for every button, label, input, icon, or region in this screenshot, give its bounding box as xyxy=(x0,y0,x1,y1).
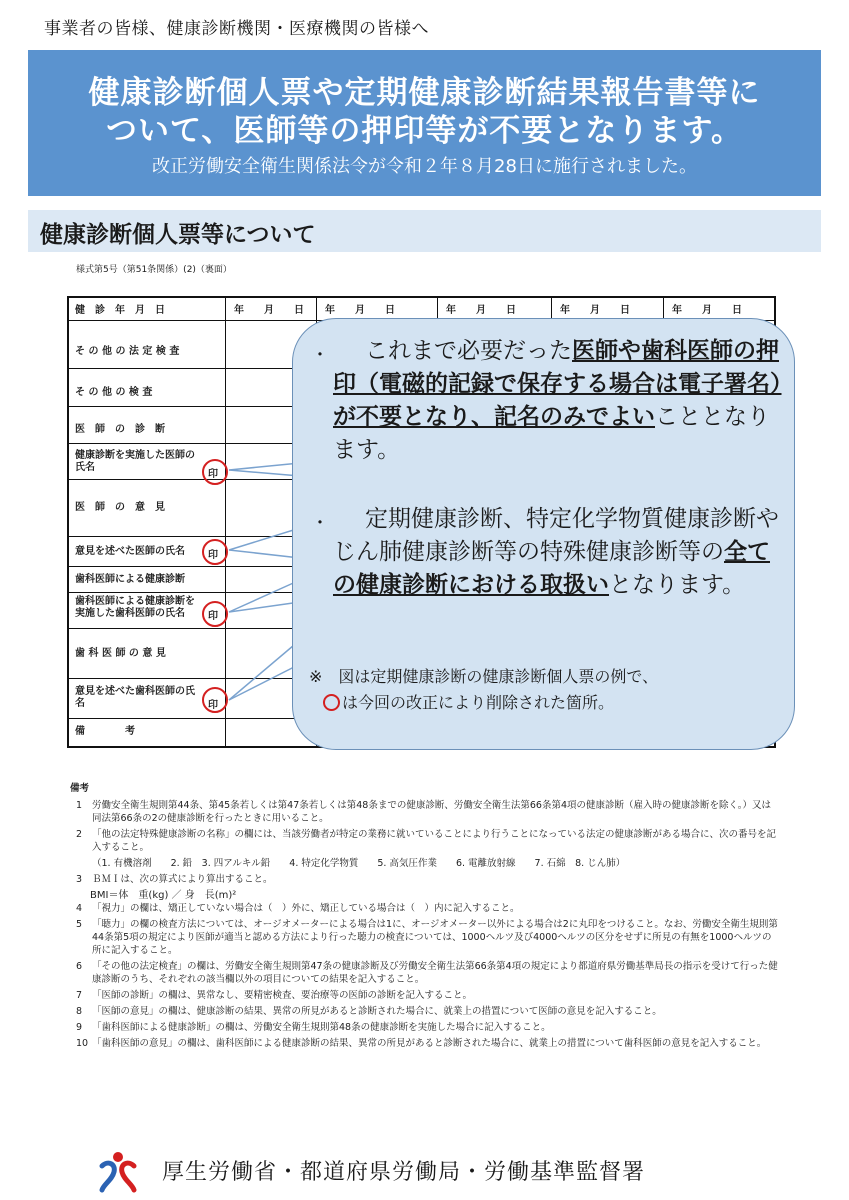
row-label: 歯科医師による健康診断を実施した歯科医師の氏名 xyxy=(75,596,195,619)
bullet-1-text: これまで必要だった xyxy=(365,338,572,364)
remark-text: （1. 有機溶剤 2. 鉛 3. 四アルキル鉛 4. 特定化学物質 5. 高気圧作業 6. 電離放射線 7. 石綿 8. じん肺） xyxy=(92,858,626,869)
addressee-line: 事業者の皆様、健康診断機関・医療機関の皆様へ xyxy=(44,19,429,39)
date-col-header: 年 月 日 xyxy=(446,305,516,316)
stamp-char: 印 xyxy=(208,611,218,622)
remark-item xyxy=(70,857,780,870)
remark-number: 1 xyxy=(76,800,83,811)
section-title: 健康診断個人票等について xyxy=(40,222,316,248)
remark-text: 「歯科医師の意見」の欄は、歯科医師による健康診断の結果、異常の所見があると診断された場合に、就業上の措置について歯科医師の意見を記入すること。 xyxy=(92,1038,767,1049)
remark-text: 「医師の意見」の欄は、健康診断の結果、異常の所見があると診断された場合に、就業上の措置について医師の意見を記入すること。 xyxy=(92,1006,662,1017)
remark-text: ＢＭＩは、次の算式により算出すること。 xyxy=(92,874,273,885)
banner-title-2: ついて、医師等の押印等が不要となります。 xyxy=(106,113,743,149)
banner-subtitle: 改正労働安全衛生関係法令が令和２年８月28日に施行されました。 xyxy=(152,156,697,177)
footer-text: 厚生労働省・都道府県労働局・労働基準監督署 xyxy=(162,1160,646,1185)
date-col-header: 年 月 日 xyxy=(672,305,742,316)
banner-title-1: 健康診断個人票や定期健康診断結果報告書等に xyxy=(88,75,761,111)
remark-item xyxy=(70,902,780,915)
remark-item xyxy=(70,873,780,886)
remark-text: 「視力」の欄は、矯正していない場合は（ ）外に、矯正している場合は（ ）内に記入すること。 xyxy=(92,903,520,914)
row-label: 健康診断を実施した医師の氏名 xyxy=(75,450,195,473)
remark-number: 9 xyxy=(76,1022,83,1033)
remark-item xyxy=(70,828,780,854)
row-label: 歯 科 医 師 の 意 見 xyxy=(75,648,166,659)
remark-number: 5 xyxy=(76,919,83,930)
bullet-dot: ・ xyxy=(311,513,329,534)
form-id: 様式第5号（第51条関係）(2)（裏面） xyxy=(76,265,232,275)
remark-number: 7 xyxy=(76,990,83,1001)
remark-item xyxy=(70,799,780,825)
remark-number: 2 xyxy=(76,829,83,840)
bullet-1-emphasis: 医師や歯科医師の押印（電磁的記録で保存する場合は電子署名）が不要となり、記名のみでよい xyxy=(333,338,782,430)
remark-text: 「医師の診断」の欄は、異常なし、要精密検査、要治療等の医師の診断を記入すること。 xyxy=(92,990,473,1001)
stamp-char: 印 xyxy=(208,550,218,561)
remark-item xyxy=(70,960,780,986)
remark-text: 「歯科医師による健康診断」の欄は、労働安全衛生規則第48条の健康診断を実施した場合に記入すること。 xyxy=(92,1022,551,1033)
bullet-2-tail: となります。 xyxy=(609,572,746,598)
stamp-char: 印 xyxy=(208,469,218,480)
remark-number: 6 xyxy=(76,961,83,972)
stamp-char: 印 xyxy=(208,700,218,711)
remark-number: 4 xyxy=(76,903,83,914)
row-label: そ の 他 の 検 査 xyxy=(75,387,153,398)
row-label: 医 師 の 意 見 xyxy=(75,502,165,513)
remark-text: 「他の法定特殊健康診断の名称」の欄には、当該労働者が特定の業務に就いていることにより行うことになっている法定の健康診断がある場合に、次の番号を記入すること。 xyxy=(92,829,777,853)
bullet-dot: ・ xyxy=(311,345,329,366)
note-line-2: は今回の改正により削除された箇所。 xyxy=(342,693,615,712)
callout-note xyxy=(309,664,789,716)
remark-item xyxy=(70,1037,780,1050)
remark-item xyxy=(70,1021,780,1034)
bullet-2-text: 定期健康診断、特定化学物質健康診断やじん肺健康診断等の特殊健康診断等の xyxy=(333,506,779,565)
remarks-section xyxy=(70,782,780,1053)
remark-item xyxy=(70,918,780,957)
remark-number: 3 xyxy=(76,874,83,885)
date-col-header: 年 月 日 xyxy=(234,305,304,316)
bullet-1-tail: こととなります。 xyxy=(333,404,770,463)
bullet-2-emphasis: 全ての健康診断における取扱い xyxy=(333,539,770,598)
row-label: 歯科医師による健康診断 xyxy=(75,574,185,585)
callout-box xyxy=(292,318,795,750)
remarks-heading: 備考 xyxy=(70,783,90,794)
row-label: 意見を述べた医師の氏名 xyxy=(75,546,185,557)
bmi-formula: BMI＝体 重(kg) ／ 身 長(m)² xyxy=(90,890,237,901)
remark-number: 10 xyxy=(76,1038,89,1049)
red-circle-icon xyxy=(323,694,340,711)
row-label: 医 師 の 診 断 xyxy=(75,424,165,435)
note-line-1: 図は定期健康診断の健康診断個人票の例で、 xyxy=(338,667,659,686)
note-mark: ※ xyxy=(309,667,323,686)
row-label: 備 考 xyxy=(75,726,135,737)
remark-item xyxy=(70,1005,780,1018)
row-label: そ の 他 の 法 定 検 査 xyxy=(75,346,180,357)
remark-text: 労働安全衛生規則第44条、第45条若しくは第47条若しくは第48条までの健康診断、労働安全衛生法第66条第4項の健康診断（雇入時の健康診断を除く。）又は同法第66条の2の健康診断を行ったときに用いること。 xyxy=(92,800,772,824)
bullet-2 xyxy=(333,503,783,602)
date-col-header: 年 月 日 xyxy=(325,305,395,316)
remark-number: 8 xyxy=(76,1006,83,1017)
remark-text: 「聴力」の欄の検査方法については、オージオメーターによる場合は1に、オージオメーター以外による場合は2に丸印をつけること。なお、労働安全衛生規則第44条第5項の規定により医師が適当と認める方法により行った聴力の検査については、1000ヘルツ及び4000ヘルツの区分をせずに所見の有無を1000ヘルツの所に記入すること。 xyxy=(92,919,778,956)
date-col-header: 年 月 日 xyxy=(560,305,630,316)
remark-text: 「その他の法定検査」の欄は、労働安全衛生規則第47条の健康診断及び労働安全衛生法第66条第4項の規定により都道府県労働基準局長の指示を受けて行った健康診断のうち、それぞれの該当欄以外の項目についての結果を記入すること。 xyxy=(92,961,778,985)
remark-item xyxy=(70,989,780,1002)
date-header: 健 診 年 月 日 xyxy=(75,305,165,316)
bullet-1 xyxy=(333,335,783,467)
row-label: 意見を述べた歯科医師の氏名 xyxy=(75,686,195,709)
footer xyxy=(90,1150,770,1190)
mhlw-logo-icon xyxy=(94,1150,142,1194)
